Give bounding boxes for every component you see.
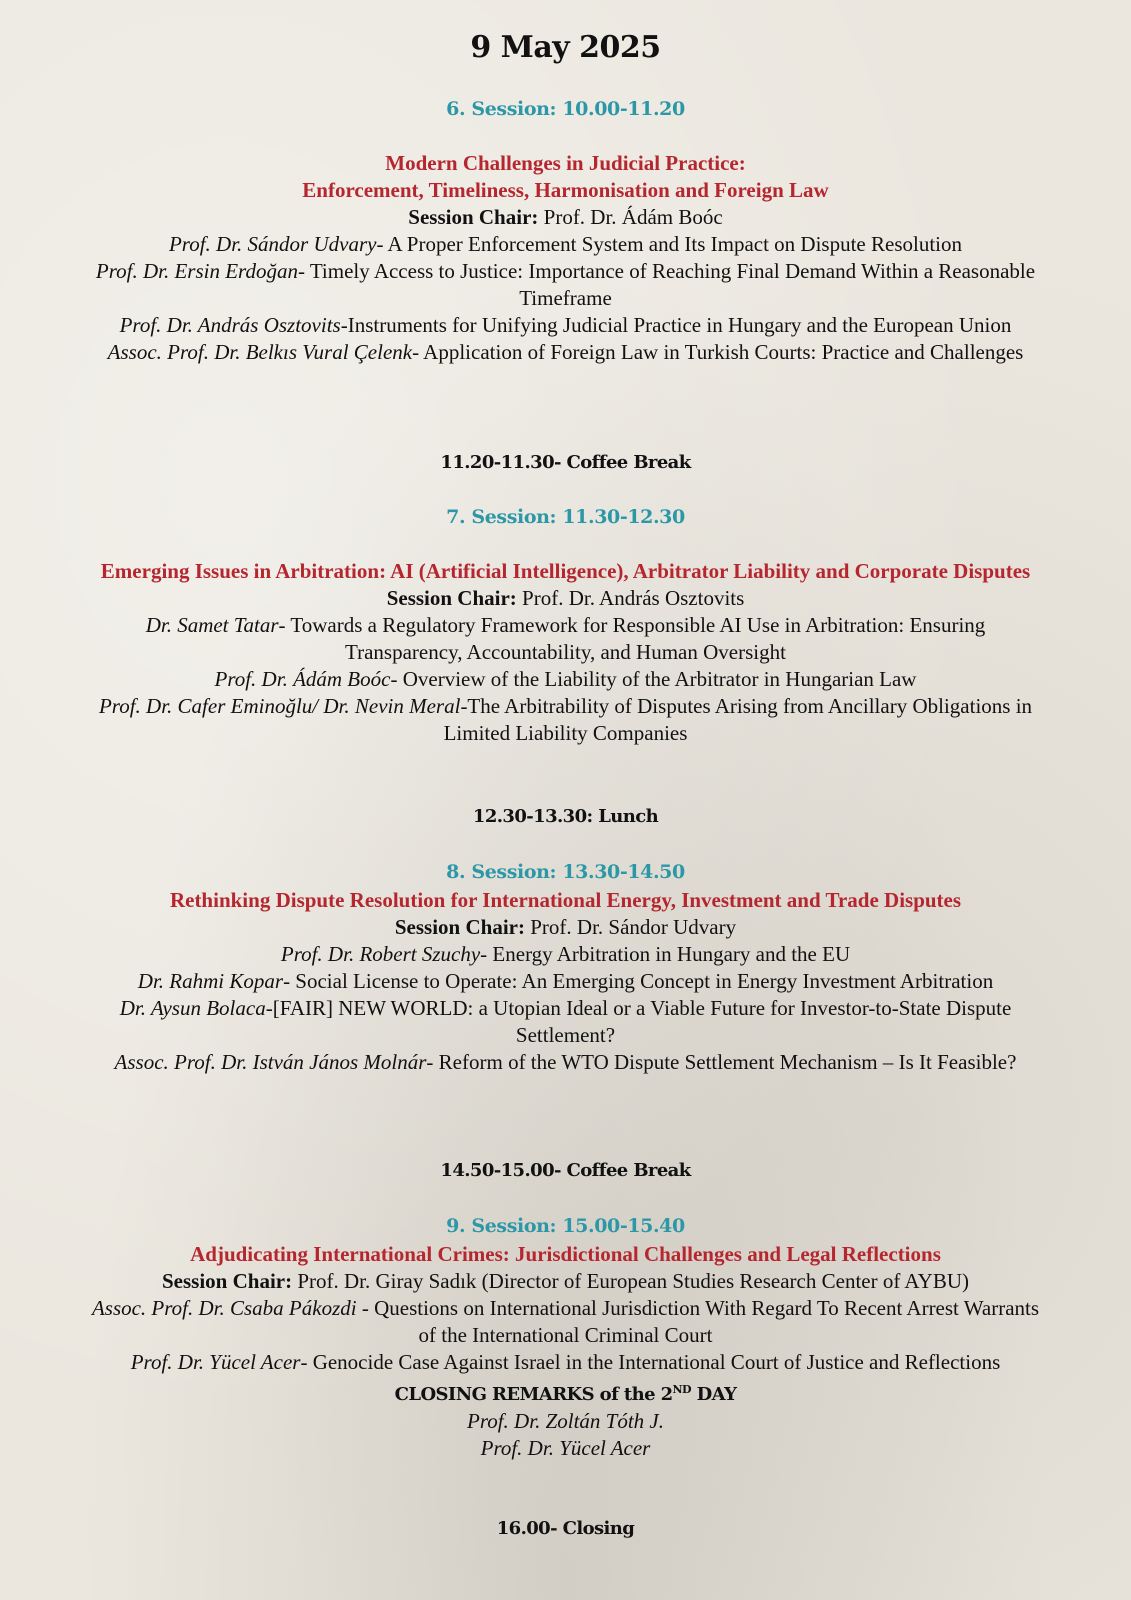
page-date: 9 May 2025: [470, 30, 661, 65]
talk-title: - Genocide Case Against Israel in the International Court of Justice and Reflections: [300, 1350, 1001, 1374]
talk-speaker: Assoc. Prof. Dr. Csaba Pákozdi: [91, 1296, 357, 1320]
talk-speaker: Assoc. Prof. Dr. Belkıs Vural Çelenk: [107, 340, 413, 364]
session-chair-name: Prof. Dr. Giray Sadık (Director of European Studies Research Center of AYBU): [292, 1269, 969, 1293]
talk-title: - Reform of the WTO Dispute Settlement Mechanism – Is It Feasible?: [426, 1050, 1017, 1074]
talk-title: - Energy Arbitration in Hungary and the EU: [480, 942, 851, 966]
talk-speaker: Prof. Dr. Yücel Acer: [130, 1350, 301, 1374]
closing-remarks-speaker: [70, 1435, 1061, 1462]
session-8-chair: [70, 914, 1061, 941]
talk-speaker: Prof. Dr. Robert Szuchy: [280, 942, 481, 966]
talk-item: [70, 312, 1061, 339]
session-9-chair: [70, 1268, 1061, 1295]
talk-speaker: Dr. Aysun Bolaca: [119, 996, 266, 1020]
talk-title: - Questions on International Jurisdiction With Regard To Recent Arrest Warrants of the International Criminal Court: [356, 1296, 1040, 1347]
talk-item: [70, 1349, 1061, 1376]
talk-item: [70, 995, 1061, 1049]
talk-title: - Overview of the Liability of the Arbitrator in Hungarian Law: [390, 667, 917, 691]
talk-item: [70, 1049, 1061, 1076]
closing-remarks-heading: [70, 1376, 1061, 1408]
talk-speaker: Prof. Dr. Ádám Boóc: [214, 667, 391, 691]
talk-item: [70, 666, 1061, 693]
session-chair-name: Prof. Dr. András Osztovits: [516, 586, 745, 610]
talk-title: - A Proper Enforcement System and Its Impact on Dispute Resolution: [376, 232, 963, 256]
session-6-label: 6. Session: 10.00-11.20: [446, 98, 685, 120]
talk-item: [70, 1295, 1061, 1349]
talk-speaker: Assoc. Prof. Dr. István János Molnár: [114, 1050, 427, 1074]
session-8-title: Rethinking Dispute Resolution for International Energy, Investment and Trade Disputes: [169, 888, 962, 912]
talk-title: - Application of Foreign Law in Turkish Courts: Practice and Challenges: [412, 340, 1024, 364]
session-7-chair: [70, 585, 1061, 612]
talk-speaker: Prof. Dr. Sándor Udvary: [168, 232, 377, 256]
talk-title: - Timely Access to Justice: Importance of Reaching Final Demand Within a Reasonable Timeframe: [297, 259, 1036, 310]
talk-item: [70, 941, 1061, 968]
closing-remarks-heading-tail: DAY: [690, 1384, 737, 1405]
session-6-title-line-1: Modern Challenges in Judicial Practice:: [385, 151, 746, 175]
session-8-label: 8. Session: 13.30-14.50: [446, 861, 685, 883]
talk-item: [70, 231, 1061, 258]
session-8: [70, 887, 1061, 1076]
session-6-title-line-2: Enforcement, Timeliness, Harmonisation and Foreign Law: [302, 178, 829, 202]
closing-remarks-speaker: [70, 1408, 1061, 1435]
talk-title: - Social License to Operate: An Emerging Concept in Energy Investment Arbitration: [283, 969, 994, 993]
talk-item: [70, 258, 1061, 312]
coffee-break-2: 14.50-15.00- Coffee Break: [440, 1160, 691, 1181]
closing-speaker-name: Prof. Dr. Zoltán Tóth J.: [467, 1409, 664, 1433]
closing-remarks-heading-sup: ND: [672, 1383, 691, 1396]
lunch-break: 12.30-13.30: Lunch: [472, 806, 659, 827]
session-7-title: Emerging Issues in Arbitration: AI (Artificial Intelligence), Arbitrator Liability and Corporate Disputes: [100, 559, 1031, 583]
session-7: [70, 558, 1061, 747]
talk-item: [70, 968, 1061, 995]
coffee-break-1: 11.20-11.30- Coffee Break: [440, 452, 691, 473]
session-chair-label: Session Chair:: [394, 915, 525, 939]
session-9-title: Adjudicating International Crimes: Jurisdictional Challenges and Legal Reflections: [190, 1242, 941, 1266]
talk-title: -[FAIR] NEW WORLD: a Utopian Ideal or a Viable Future for Investor-to-State Dispute Settlement?: [265, 996, 1012, 1047]
closing-time: 16.00- Closing: [496, 1518, 635, 1539]
session-chair-label: Session Chair:: [161, 1269, 293, 1293]
closing-remarks-heading-text: CLOSING REMARKS of the 2: [394, 1384, 673, 1405]
session-9-label: 9. Session: 15.00-15.40: [446, 1215, 685, 1237]
session-chair-name: Prof. Dr. Ádám Boóc: [538, 205, 723, 229]
session-chair-name: Prof. Dr. Sándor Udvary: [524, 915, 737, 939]
session-chair-label: Session Chair:: [386, 586, 517, 610]
talk-item: [70, 693, 1061, 747]
talk-speaker: Dr. Rahmi Kopar: [137, 969, 284, 993]
talk-title: - Towards a Regulatory Framework for Responsible AI Use in Arbitration: Ensuring Transparency, Accountability, and Human Oversight: [278, 613, 986, 664]
talk-speaker: Prof. Dr. Ersin Erdoğan: [95, 259, 298, 283]
talk-title: -The Arbitrability of Disputes Arising from Ancillary Obligations in Limited Liability Companies: [443, 694, 1033, 745]
talk-item: [70, 612, 1061, 666]
talk-speaker: Dr. Samet Tatar: [145, 613, 279, 637]
talk-speaker: Prof. Dr. András Osztovits: [119, 313, 341, 337]
talk-item: [70, 339, 1061, 366]
session-9: [70, 1241, 1061, 1462]
session-7-label: 7. Session: 11.30-12.30: [446, 506, 685, 528]
session-6-chair: [70, 204, 1061, 231]
session-chair-label: Session Chair:: [408, 205, 539, 229]
talk-speaker: Prof. Dr. Cafer Eminoğlu/ Dr. Nevin Meral: [98, 694, 461, 718]
session-6: [70, 150, 1061, 366]
talk-title: -Instruments for Unifying Judicial Practice in Hungary and the European Union: [340, 313, 1012, 337]
closing-speaker-name: Prof. Dr. Yücel Acer: [480, 1436, 651, 1460]
